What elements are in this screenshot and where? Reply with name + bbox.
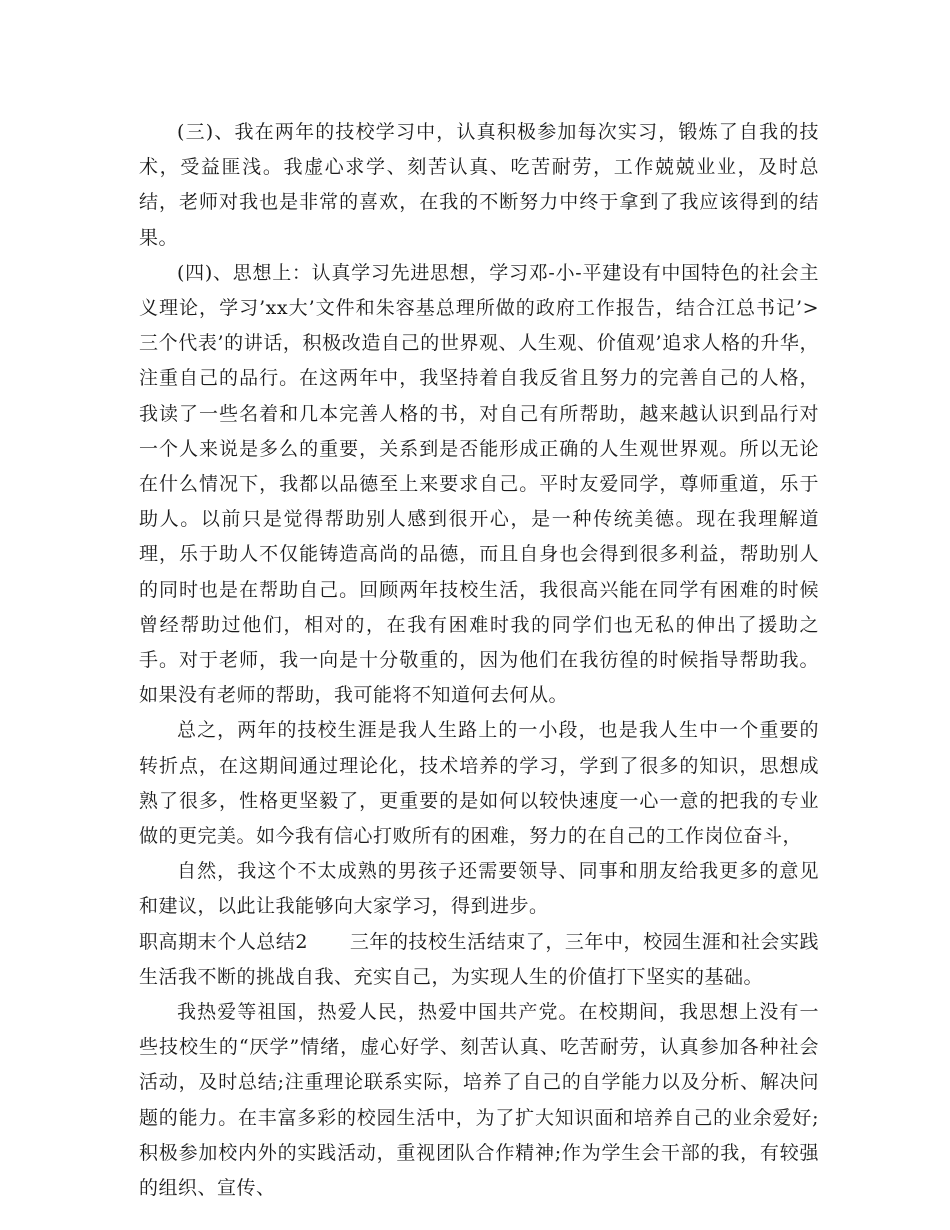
section-2-start	[139, 925, 819, 995]
paragraph-advice: 自然，我这个不太成熟的男孩子还需要领导、同事和朋友给我更多的意见和建议，以此让我能够向大家学习，得到进步。	[139, 860, 819, 918]
section-title: 职高期末个人总结2	[139, 930, 308, 953]
paragraph-practice: (三)、我在两年的技校学习中，认真积极参加每次实习，锻炼了自我的技术，受益匪浅。我虚心求学、刻苦认真、吃苦耐劳，工作兢兢业业，及时总结，老师对我也是非常的喜欢，在我的不断努力中终于拿到了我应该得到的结果。	[139, 121, 819, 249]
paragraph-thought: (四)、思想上：认真学习先进思想，学习邓-小-平建设有中国特色的社会主义理论，学习’xx大’文件和朱容基总理所做的政府工作报告，结合江总书记’>三个代表’的讲话，积极改造自己的世界观、人生观、价值观’追求人格的升华，注重自己的品行。在这两年中，我坚持着自我反省且努力的完善自己的人格，我读了一些名着和几本完善人格的书，对自己有所帮助，越来越认识到品行对一个人来说是多么的重要，关系到是否能形成正确的人生观世界观。所以无论在什么情况下，我都以品德至上来要求自己。平时友爱同学，尊师重道，乐于助人。以前只是觉得帮助别人感到很开心，是一种传统美德。现在我理解道理，乐于助人不仅能铸造高尚的品德，而且自身也会得到很多利益，帮助别人的同时也是在帮助自己。回顾两年技校生活，我很高兴能在同学有困难的时候曾经帮助过他们，相对的，在我有困难时我的同学们也无私的伸出了援助之手。对于老师，我一向是十分敬重的，因为他们在我彷徨的时候指导帮助我。如果没有老师的帮助，我可能将不知道何去何从。	[139, 261, 819, 707]
paragraph-patriotism: 我热爱等祖国，热爱人民，热爱中国共产党。在校期间，我思想上没有一些技校生的“厌学”情绪，虚心好学、刻苦认真、吃苦耐劳，认真参加各种社会活动，及时总结;注重理论联系实际，培养了自己的自学能力以及分析、解决问题的能力。在丰富多彩的校园生活中，为了扩大知识面和培养自己的业余爱好;积极参加校内外的实践活动，重视团队合作精神;作为学生会干部的我，有较强的组织、宣传、	[139, 1001, 819, 1200]
document-body	[139, 115, 819, 1206]
section-intro: 三年的技校生活结束了，三年中，校园生涯和社会实践生活我不断的挑战自我、充实自己，为实现人生的价值打下坚实的基础。	[139, 930, 819, 988]
paragraph-summary: 总之，两年的技校生涯是我人生路上的一小段，也是我人生中一个重要的转折点，在这期间通过理论化，技术培养的学习，学到了很多的知识，思想成熟了很多，性格更坚毅了，更重要的是如何以较快速度一心一意的把我的专业做的更完美。如今我有信心打败所有的困难，努力的在自己的工作岗位奋斗，	[139, 719, 819, 848]
